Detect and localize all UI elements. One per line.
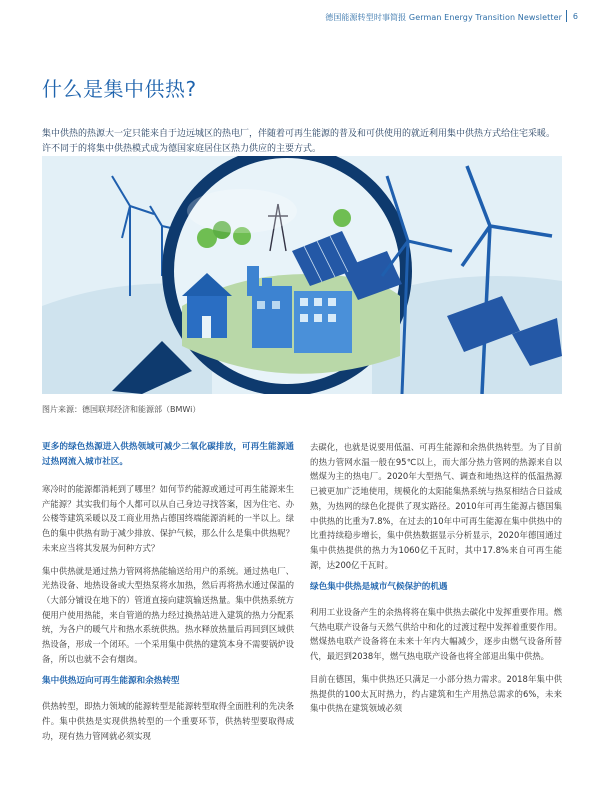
illustration-svg [42, 156, 562, 394]
body-paragraph: 供热转型，即热力领域的能源转型是能源转型取得全面胜利的先决条件。集中供热是实现供热转型的一个重要环节，供热转型要取得成功，现有热力管网就必须实现 [42, 701, 294, 741]
page-title: 什么是集中供热? [42, 77, 197, 102]
body-paragraph: 集中供热就是通过热力管网将热能输送给用户的系统。通过热电厂、光热设备、地热设备或大型热泵将水加热，然后再将热水通过保温的（大部分铺设在地下的）管道直接向建筑输送热量。集中供热系统方便用户使用热能，来自管道的热力经过换热站进入建筑的热力分配系统，为各户的暖气片和热水系统供热。热水释放热量后再回到区域供热设备，形成一个闭环。一个采用集中供热的建筑本身不需要锅炉设备，所以也就不会有烟囱。 [42, 565, 294, 664]
apartment-building-icon [294, 291, 352, 353]
section-heading: 绿色集中供热是城市气候保护的机遇 [310, 582, 448, 593]
newsletter-title: 德国能源转型时事简报 German Energy Transition Newsletter [325, 13, 562, 22]
body-paragraph: 利用工业设备产生的余热将将在集中供热去碳化中发挥重要作用。燃气热电联产设备与天然气供给中和化的过渡过程中发挥着重要作用。燃煤热电联产设备将在未来十年内大幅减少，逐步由燃气设备所替代，最迟到2038年，燃气热电联产设备也将全部退出集中供热。 [310, 607, 562, 662]
body-paragraph: 去碳化，也就是说要用低温、可再生能源和余热供热转型。为了目前的热力管网水温一般在95℃以上，而大部分热力管网的热源来自以燃煤为主的热电厂。2020年大型热气、调查和地热这样的低温热源已被更加广泛地使用，规模化的太阳能集热系统与热泵相结合日益成熟，为热网的绿色化提供了现实路径。2010年可再生能源占德国集中供热的比重为7.8%，在过去的10年中可再生能源在集中供热中的比重持续稳步增长，集中供热数据显示分析显示，2020年德国通过集中供热提供的热力为1060亿千瓦时，其中17.8%来自可再生能源，达200亿千瓦时。 [310, 442, 562, 570]
section-heading: 集中供热迈向可再生能源和余热转型 [42, 676, 180, 687]
page-header [0, 10, 600, 24]
intro-paragraph: 集中供热的热源大一定只能来自于边远城区的热电厂，伴随着可再生能源的普及和可供使用的就近利用集中供热方式给住宅采暖。许不同于的将集中供热模式成为德国家庭居住区热力供应的主要方式。 [42, 129, 556, 154]
lead-paragraph: 更多的绿色热源进入供热领域可减少二氧化碳排放，可再生能源通过热网流入城市社区。 [42, 442, 294, 467]
header-divider [566, 10, 567, 22]
page-number: 6 [572, 12, 578, 21]
body-paragraph: 目前在德国，集中供热还只满足一小部分热力需求。2018年集中供热提供的100太瓦时热力，约占建筑和生产用热总需求的6%，未来集中供热在建筑领域必须 [310, 673, 562, 714]
right-column [310, 440, 562, 724]
district-heating-illustration [42, 156, 562, 394]
figure-caption: 图片来源：德国联邦经济和能源部（BMWi） [42, 405, 201, 414]
body-paragraph: 寒冷时的能源都消耗到了哪里？如何节约能源或通过可再生能源来生产能源？其实我们每个人都可以从自己身边寻找答案，因为住宅、办公楼等建筑采暖以及工商业用热占德国终端能源消耗的一半以上。绿色的集中供热有助于减少排放、保护气候，那么什么是集中供热呢？未来应当将其发展为何种方式？ [42, 484, 294, 553]
left-column [42, 440, 294, 751]
